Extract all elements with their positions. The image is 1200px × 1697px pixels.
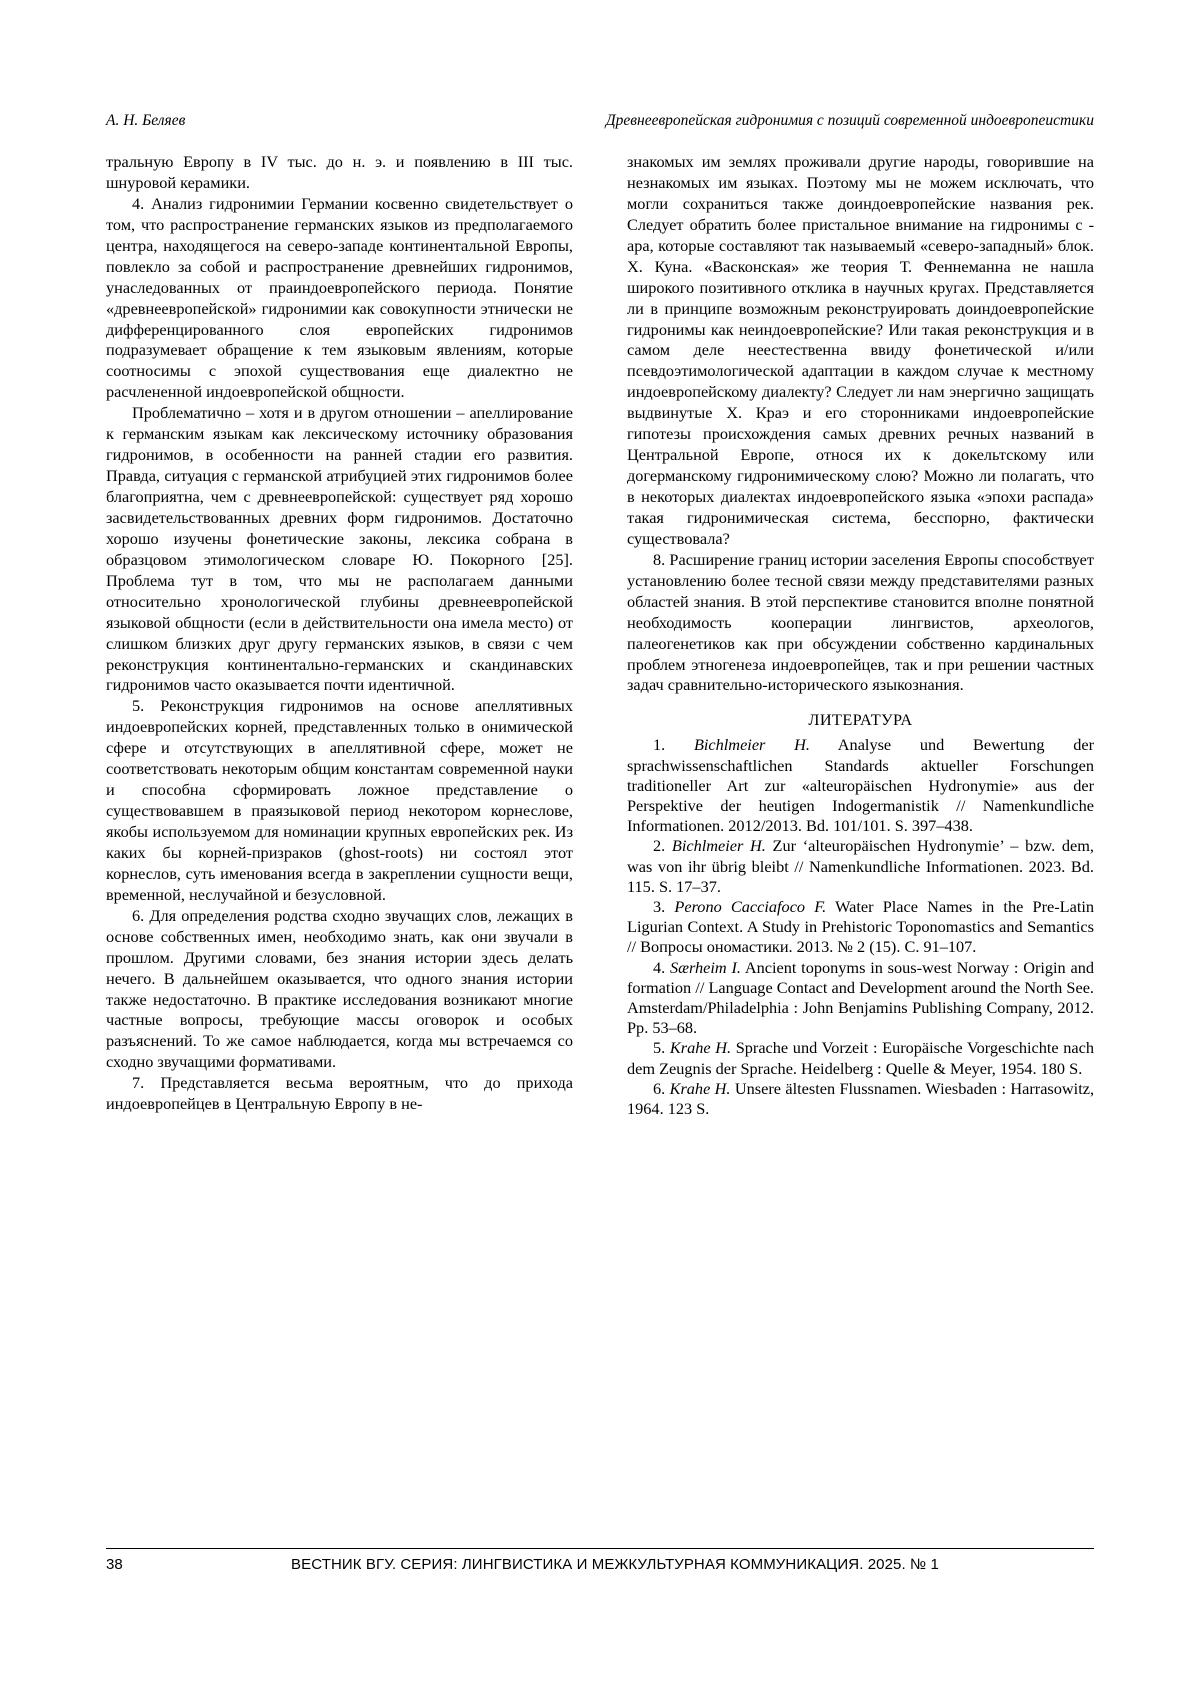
- paragraph: 8. Расширение границ истории заселения Европы способствует установлению более тесной связи между представителями разных областей знания. В этой перспективе становится вполне понятной необходимость кооперации лингвистов, археологов, палеогенетиков как при обсуждении собственно кардинальных проблем этногенеза индоевропейцев, так и при решении частных задач сравнительно-исторического языкознания.: [627, 549, 1094, 695]
- reference-item: [627, 1079, 1094, 1119]
- reference-author: Bichlmeier H.: [693, 735, 810, 755]
- reference-item: [627, 958, 1094, 1039]
- reference-item: [627, 836, 1094, 897]
- reference-text: Ancient toponyms in sous-west Norway : Origin and formation // Language Contact and Development around the North See. Amsterdam/Philadelphia : John Benjamins Publishing Company, 2012. Pp. 53–68.: [627, 957, 1094, 1038]
- reference-number: 5.: [653, 1038, 670, 1058]
- reference-text: Sprache und Vorzeit : Europäische Vorgeschichte nach dem Zeugnis der Sprache. Heidelberg : Quelle & Meyer, 1954. 180 S.: [627, 1038, 1094, 1078]
- reference-number: 4.: [653, 957, 670, 977]
- paragraph: 4. Анализ гидронимии Германии косвенно свидетельствует о том, что распространение германских языков из предполагаемого центра, находящегося на северо-западе континентальной Европы, повлекло за собой и распространение древнейших гидронимов, унаследованных от праиндоевропейского периода. Понятие «древнеевропейской» гидронимии как совокупности этнически не дифференцированного слоя европейских гидронимов подразумевает обращение к тем языковым явлениям, которые соотносимы с эпохой существования еще диалектно не расчлененной индоевропейской общности.: [106, 193, 573, 402]
- reference-author: Krahe H.: [669, 1038, 732, 1058]
- left-column: [106, 152, 573, 1119]
- running-head-author: А. Н. Беляев: [106, 112, 186, 129]
- reference-text: Analyse und Bewertung der sprachwissenschaftlichen Standards aktueller Forschungen traditioneller Art zur «alteuropäischen Hydronymie» aus der Perspektive der heutigen Indogermanistik // Namenkundliche Informationen. 2012/2013. Bd. 101/101. S. 397–438.: [627, 735, 1095, 836]
- references-heading: ЛИТЕРАТУРА: [808, 710, 913, 730]
- paragraph: 5. Реконструкция гидронимов на основе апеллятивных индоевропейских корней, представленных только в онимической сфере и отсутствующих в апеллятивной сфере, может не соответствовать некоторым общим константам современной науки и способна сформировать ложное представление о существовавшем в праязыковой период некотором корнеслове, якобы используемом для номинации крупных европейских рек. Из каких бы корней-призраков (ghost-roots) ни состоял этот корнеслов, суть именования всегда в закреплении сущности вещи, временной, неслучайной и безусловной.: [106, 696, 573, 904]
- reference-item: [627, 897, 1094, 958]
- body-columns: [106, 152, 1094, 1119]
- reference-author: Krahe H.: [669, 1078, 731, 1098]
- reference-number: 1.: [653, 735, 694, 755]
- reference-number: 2.: [653, 836, 672, 856]
- footer-divider: [106, 1548, 1094, 1549]
- reference-text: Zur ‘alteuropäischen Hydronymie’ – bzw. dem, was von ihr übrig bleibt // Namenkundliche Informationen. 2023. Bd. 115. S. 17–37.: [627, 836, 1095, 896]
- reference-text: Unsere ältesten Flussnamen. Wiesbaden : Harrasowitz, 1964. 123 S.: [627, 1078, 1095, 1119]
- reference-author: Særheim I.: [670, 957, 741, 977]
- paragraph: 6. Для определения родства сходно звучащих слов, лежащих в основе собственных имен, необходимо знать, как они звучали в прошлом. Другими словами, без знания истории здесь делать нечего. В дальнейшем оказывается, что одного знания истории также недостаточно. В практике исследования возникают многие частные вопросы, требующие массы оговорок и особых разъяснений. То же самое наблюдается, когда мы встречаемся со сходно звучащими формативами.: [106, 905, 573, 1072]
- reference-item: [627, 1038, 1094, 1078]
- reference-author: Perono Cacciafoco F.: [674, 897, 827, 916]
- reference-number: 3.: [653, 897, 675, 916]
- running-head: [106, 112, 1094, 130]
- reference-text: Water Place Names in the Pre-Latin Ligurian Context. A Study in Prehistoric Toponomastics and Semantics // Вопросы ономастики. 2013. № 2 (15). С. 91–107.: [627, 897, 1095, 957]
- paragraph: Проблематично – хотя и в другом отношении – апеллирование к германским языкам как лексическому источнику образования гидронимов, в особенности на ранней стадии его развития. Правда, ситуация с германской атрибуцией этих гидронимов более благоприятна, чем с древнеевропейской: существует ряд хорошо засвидетельствованных древних форм гидронимов. Достаточно хорошо изучены фонетические законы, лексика собрана в образцовом этимологическом словаре Ю. Покорного [25]. Проблема тут в том, что мы не располагаем данными относительно хронологической глубины древнеевропейской языковой общности (если в действительности она имела место) от слишком близких друг другу германских языков, в связи с чем реконструкция континентально-германских и скандинавских гидронимов часто оказывается почти идентичной.: [106, 403, 573, 695]
- paragraph: 7. Представляется весьма вероятным, что до прихода индоевропейцев в Центральную Европу в не-: [106, 1073, 573, 1114]
- journal-footer-text: ВЕСТНИК ВГУ. СЕРИЯ: ЛИНГВИСТИКА И МЕЖКУЛЬТУРНАЯ КОММУНИКАЦИЯ. 2025. № 1: [291, 1556, 939, 1573]
- running-head-title: Древнеевропейская гидронимия с позиций современной индоевропеистики: [605, 112, 1094, 129]
- page-number: 38: [106, 1556, 123, 1573]
- reference-author: Bichlmeier H.: [671, 836, 766, 856]
- right-column: [627, 152, 1094, 1119]
- paragraph: знакомых им землях проживали другие народы, говорившие на незнакомых им языках. Поэтому мы не можем исключать, что могли сохраниться также доиндоевропейские названия рек. Следует обратить более пристальное внимание на гидронимы с -apa, которые составляют так называемый «северо-западный» блок. Х. Куна. «Васконская» же теория Т. Феннеманна не нашла широкого позитивного отклика в научных кругах. Представляется ли в принципе возможным реконструировать доиндоевропейские гидронимы как неиндоевропейские? Или такая реконструкция и в самом деле неестественна ввиду фонетической и/или псевдоэтимологической адаптации в каждом случае к местному индоевропейскому диалекту? Следует ли нам энергично защищать выдвинутые Х. Краэ и его сторонниками индоевропейские гипотезы происхождения самых древних речных названий в Центральной Европе, относя их к докельтскому или догерманскому гидронимическому слою? Можно ли полагать, что в некоторых диалектах индоевропейского языка «эпохи распада» такая гидронимическая система, бесспорно, фактически существовала?: [627, 152, 1094, 548]
- page-footer: [106, 1556, 1094, 1573]
- reference-item: [627, 735, 1094, 836]
- paragraph: тральную Европу в IV тыс. до н. э. и появлению в III тыс. шнуровой керамики.: [106, 152, 573, 192]
- reference-number: 6.: [653, 1078, 670, 1098]
